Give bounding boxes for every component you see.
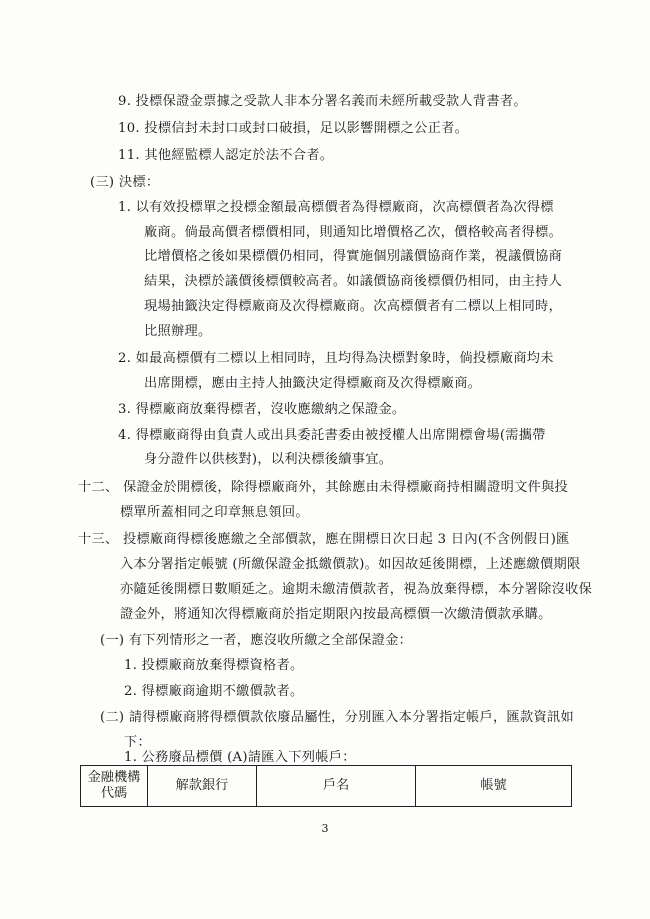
text-line: 出席開標，應由主持人抽籤決定得標廠商及次得標廠商。 bbox=[144, 376, 482, 391]
account-table bbox=[80, 765, 572, 807]
sub-heading: (二) 請得標廠商將得標價款依廢品屬性，分別匯入本分署指定帳戶，匯款資訊如 bbox=[100, 710, 574, 725]
text-line: 3. 得標廠商放棄得標者，沒收應繳納之保證金。 bbox=[118, 402, 406, 417]
sub-heading: (一) 有下列情形之一者，應沒收所繳之全部保證金： bbox=[100, 633, 413, 648]
text-line: 現場抽籤決定得標廠商及次得標廠商。次高標價者有二標以上相同時， bbox=[144, 299, 563, 314]
text-line: 11. 其他經監標人認定於法不合者。 bbox=[118, 148, 334, 163]
page-number: 3 bbox=[321, 822, 329, 835]
text-line: 9. 投標保證金票據之受款人非本分署名義而未經所載受款人背書者。 bbox=[118, 94, 527, 109]
text-line: 證金外，將通知次得標廠商於指定期限內按最高標價一次繳清價款承購。 bbox=[120, 607, 552, 622]
text-line: 身分證件以供核對)，以利決標後續事宜。 bbox=[144, 452, 393, 467]
text-line: 結果，決標於議價後標價較高者。如議價協商後標價仍相同，由主持人 bbox=[144, 274, 563, 289]
section-heading: (三) 決標： bbox=[90, 175, 160, 190]
section-heading: 十二、 保證金於開標後，除得標廠商外，其餘應由未得標廠商持相關證明文件與投 bbox=[78, 480, 569, 495]
text-line: 廠商。倘最高價者標價相同，則通知比增價格乙次，價格較高者得標。 bbox=[144, 225, 563, 240]
text-line: 4. 得標廠商得由負責人或出具委託書委由被授權人出席開標會場(需攜帶 bbox=[118, 428, 546, 443]
text-line: 入本分署指定帳號 (所繳保證金抵繳價款)。如因故延後開標，上述應繳價期限 bbox=[120, 557, 581, 572]
text-line: 2. 得標廠商逾期不繳價款者。 bbox=[124, 684, 304, 699]
text-line: 2. 如最高標價有二標以上相同時，且均得為決標對象時，倘投標廠商均未 bbox=[118, 351, 554, 366]
header-account-name: 戶名 bbox=[257, 766, 416, 807]
table-header-row bbox=[81, 766, 572, 807]
header-remit-bank: 解款銀行 bbox=[148, 766, 257, 807]
text-line: 比照辦理。 bbox=[144, 324, 212, 339]
text-line: 下： bbox=[124, 735, 151, 750]
header-account-number: 帳號 bbox=[416, 766, 572, 807]
text-line: 標單所蓋相同之印章無息領回。 bbox=[120, 505, 309, 520]
header-bank-code: 金融機構代碼 bbox=[81, 766, 148, 807]
text-line: 1. 公務廢品標價 (A)請匯入下列帳戶： bbox=[124, 750, 356, 765]
text-line: 1. 以有效投標單之投標金額最高標價者為得標廠商，次高標價者為次得標 bbox=[118, 200, 554, 215]
text-line: 1. 投標廠商放棄得標資格者。 bbox=[124, 658, 304, 673]
text-line: 10. 投標信封未封口或封口破損，足以影響開標之公正者。 bbox=[118, 121, 469, 136]
section-heading: 十三、 投標廠商得標後應繳之全部價款，應在開標日次日起 3 日內(不含例假日)匯 bbox=[78, 532, 570, 547]
text-line: 亦隨延後開標日數順延之。逾期未繳清價款者，視為放棄得標，本分署除沒收保 bbox=[120, 582, 593, 597]
text-line: 比增價格之後如果標價仍相同，得實施個別議價協商作業，視議價協商 bbox=[144, 249, 563, 264]
